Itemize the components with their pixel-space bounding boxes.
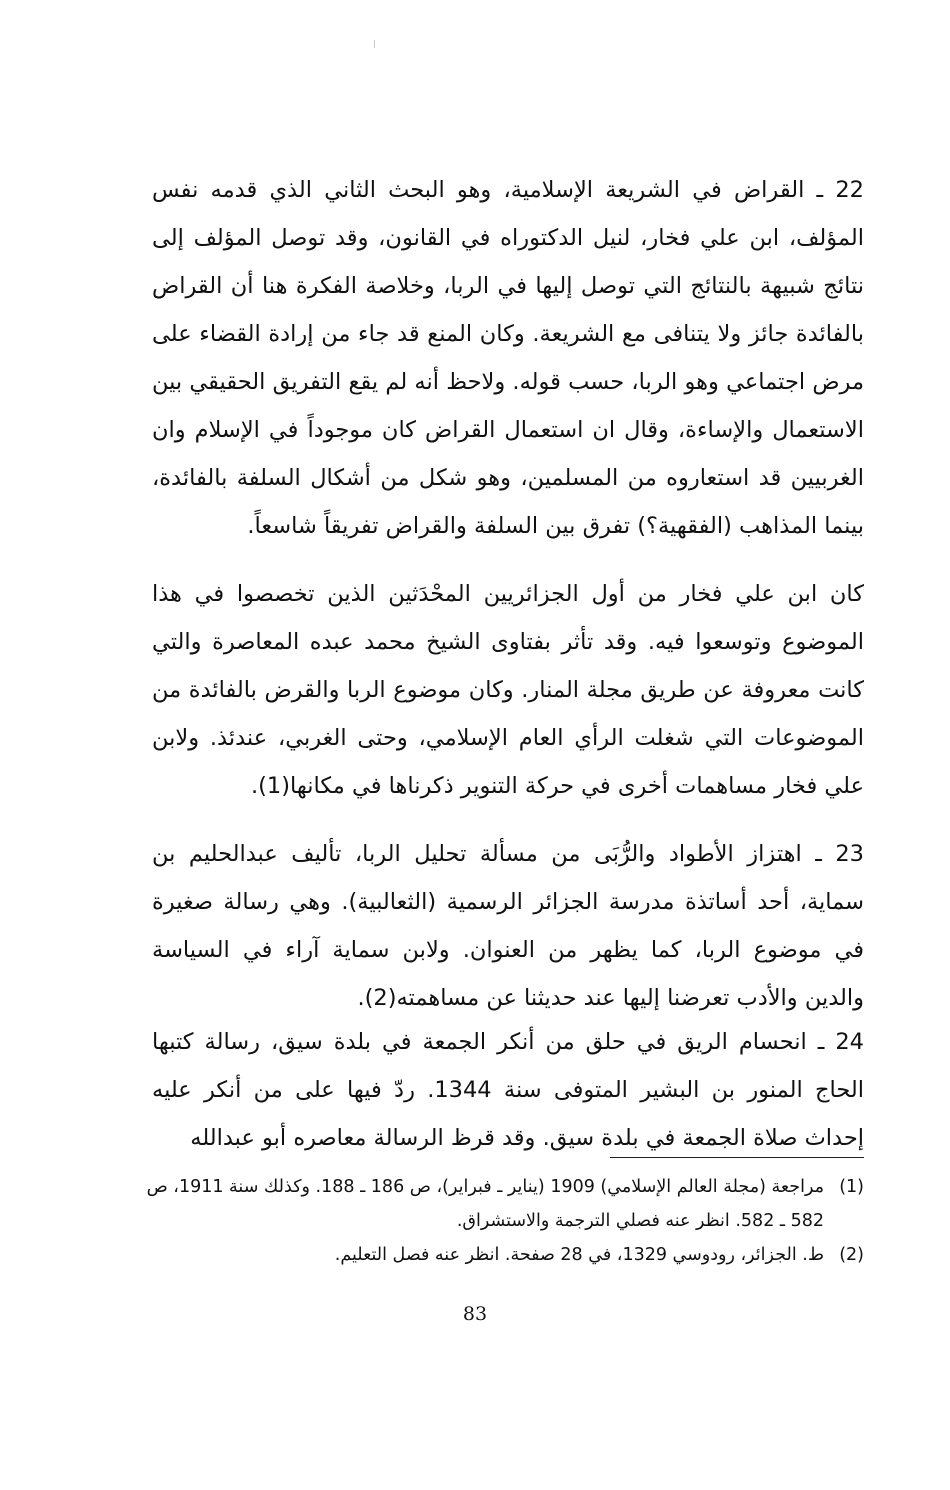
footnote-text: مراجعة (مجلة العالم الإسلامي) 1909 (يناير ـ فبراير)، ص 186 ـ 188. وكذلك سنة 1911، ص 582 ـ 582. انظر عنه فصلي الترجمة والاستشراق.	[146, 1177, 824, 1231]
footnote-number: (1)	[839, 1177, 864, 1197]
paragraph-22: 22 ـ القراض في الشريعة الإسلامية، وهو البحث الثاني الذي قدمه نفس المؤلف، ابن علي فخار، لنيل الدكتوراه في القانون، وقد توصل المؤلف إلى نتائج شبيهة بالنتائج التي توصل إليها في الربا، وخلاصة الفكرة هنا أن القراض بالفائدة جائز ولا يتنافى مع الشريعة. وكان المنع قد جاء من إرادة القضاء على مرض اجتماعي وهو الربا، حسب قوله. ولاحظ أنه لم يقع التفريق الحقيقي بين الاستعمال والإساءة، وقال ان استعمال القراض كان موجوداً في الإسلام وان الغربيين قد استعاروه من المسلمين، وهو شكل من أشكال السلفة بالفائدة، بينما المذاهب (الفقهية؟) تفرق بين السلفة والقراض تفريقاً شاسعاً.	[152, 177, 864, 539]
footnote-text: ط. الجزائر، رودوسي 1329، في 28 صفحة. انظر عنه فصل التعليم.	[334, 1245, 824, 1265]
footnote-separator	[610, 1157, 864, 1158]
footnotes	[140, 1170, 864, 1272]
paragraph-24: 24 ـ انحسام الريق في حلق من أنكر الجمعة في بلدة سيق، رسالة كتبها الحاج المنور بن البشير المتوفى سنة 1344. ردّ فيها على من أنكر عليه إحداث صلاة الجمعة في بلدة سيق. وقد قرظ الرسالة معاصره أبو عبدالله	[152, 1029, 864, 1151]
paragraph-ibn-ali-fakhar: كان ابن علي فخار من أول الجزائريين المحْدَثين الذين تخصصوا في هذا الموضوع وتوسعوا فيه. وقد تأثر بفتاوى الشيخ محمد عبده المعاصرة والتي كانت معروفة عن طريق مجلة المنار. وكان موضوع الربا والقرض بالفائدة من الموضوعات التي شغلت الرأي العام الإسلامي، وحتى الغربي، عندئذ. ولابن علي فخار مساهمات أخرى في حركة التنوير ذكرناها في مكانها(1).	[152, 581, 864, 799]
footnote-number: (2)	[839, 1245, 864, 1265]
paragraph-23: 23 ـ اهتزاز الأطواد والرُّبَى من مسألة تحليل الربا، تأليف عبدالحليم بن سماية، أحد أساتذة مدرسة الجزائر الرسمية (الثعالبية). وهي رسالة صغيرة في موضوع الربا، كما يظهر من العنوان. ولابن سماية آراء في السياسة والدين والأدب تعرضنا إليها عند حديثنا عن مساهمته(2).	[152, 841, 864, 1011]
scan-speck	[374, 40, 375, 48]
page-number: 83	[462, 1303, 488, 1325]
footnote-2	[140, 1238, 864, 1272]
footnote-1	[140, 1170, 864, 1238]
